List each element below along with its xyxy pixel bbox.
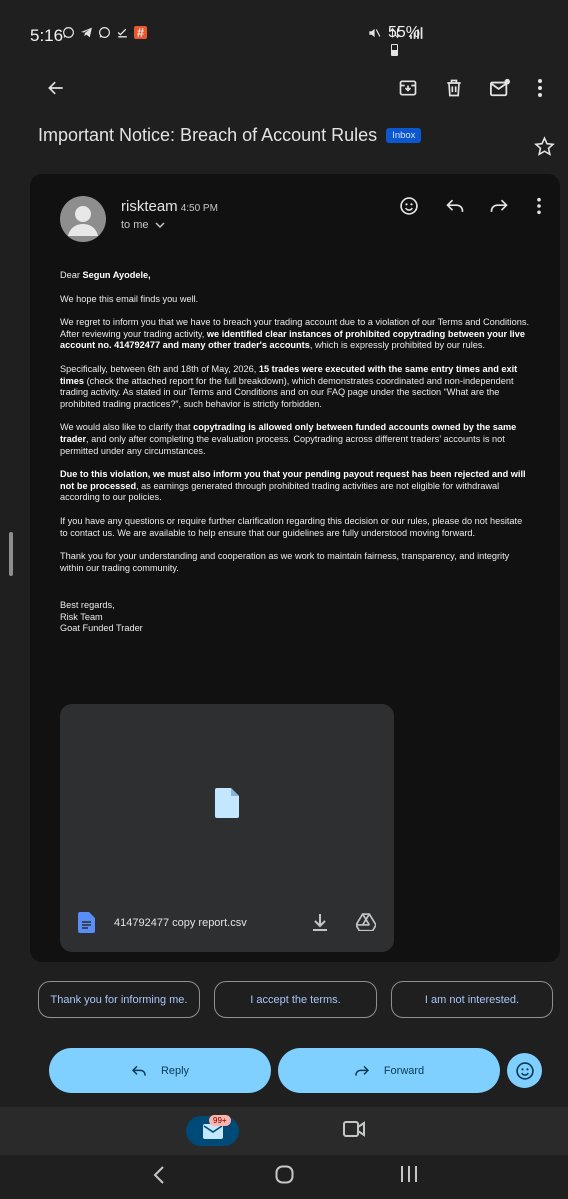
sender-avatar[interactable] (60, 196, 106, 242)
recents-icon (400, 1165, 418, 1183)
sender-line (121, 198, 218, 215)
message-more-button[interactable] (525, 192, 553, 220)
battery-level: 55% (388, 24, 421, 41)
mark-unread-button[interactable] (486, 74, 514, 102)
email-card (30, 174, 560, 962)
notification-icons (62, 26, 147, 39)
attachment-card[interactable] (60, 704, 394, 952)
app-notification-icon: # (134, 26, 147, 39)
whatsapp-icon (62, 26, 75, 39)
mute-icon (367, 26, 381, 40)
telegram-icon (80, 26, 93, 39)
reply-icon (445, 197, 465, 215)
reply-label: Reply (160, 1064, 190, 1077)
reply-icon (131, 1064, 147, 1078)
whatsapp-icon (98, 26, 111, 39)
signature: Best regards, Risk Team Goat Funded Trader (60, 600, 143, 634)
video-icon (343, 1121, 365, 1137)
smart-reply-1[interactable]: Thank you for informing me. (38, 981, 200, 1018)
doc-icon (78, 912, 95, 938)
bottom-navigation (0, 1107, 568, 1155)
status-bar (0, 0, 568, 66)
document-icon (78, 912, 95, 933)
download-button[interactable] (312, 913, 328, 936)
attachment-filename: 414792477 copy report.csv (114, 917, 247, 929)
paragraph-3: Specifically, between 6th and 18th of May, 2026, 15 trades were executed with the same entry times and exit times (check the attached report for the full breakdown), which demonstrates coordinated and non-independent trading activity. As stated in our Terms and Conditions and on our FAQ page under the section “What are the prohibited trading practices?”, such behavior is strictly forbidden. (60, 363, 518, 409)
attachment-footer (60, 896, 394, 952)
back-button[interactable] (42, 74, 70, 102)
recipient-toggle[interactable] (121, 219, 165, 231)
save-to-drive-button[interactable] (356, 913, 376, 936)
file-icon (215, 788, 239, 818)
emoji-icon (399, 196, 419, 216)
paragraph-7: Thank you for your understanding and cooperation as we work to maintain fairness, transparency, and integrity within our trading community. (60, 551, 510, 573)
email-body (60, 270, 532, 635)
recipient-name: Segun Ayodele, (82, 270, 151, 280)
reply-button[interactable] (49, 1048, 271, 1093)
smart-reply-2[interactable]: I accept the terms. (214, 981, 377, 1018)
system-home-button[interactable] (275, 1165, 294, 1189)
smart-reply-3[interactable]: I am not interested. (391, 981, 553, 1018)
inbox-label[interactable]: Inbox (386, 128, 421, 143)
star-icon (534, 136, 555, 157)
more-options-button[interactable] (526, 74, 554, 102)
download-icon (312, 913, 328, 931)
emoji-icon (515, 1061, 535, 1081)
greeting: Dear Segun Ayodele, (60, 270, 151, 280)
person-icon (60, 196, 106, 242)
arrow-left-icon (46, 78, 66, 98)
more-vert-icon (537, 78, 543, 98)
recipient-text: to me (121, 219, 149, 231)
star-button[interactable] (534, 136, 555, 162)
system-back-button[interactable] (152, 1165, 166, 1190)
file-preview-icon (215, 788, 239, 823)
scroll-handle[interactable] (9, 532, 13, 576)
email-toolbar (0, 66, 568, 110)
archive-button[interactable] (394, 74, 422, 102)
more-vert-icon (536, 197, 542, 215)
emoji-reaction-button[interactable] (507, 1053, 542, 1088)
reply-icon-button[interactable] (441, 192, 469, 220)
trash-icon (444, 78, 464, 98)
paragraph-1: We hope this email finds you well. (60, 293, 199, 304)
forward-icon (489, 197, 509, 215)
archive-icon (398, 78, 418, 98)
download-done-icon (116, 26, 129, 39)
delete-button[interactable] (440, 74, 468, 102)
forward-icon-button[interactable] (485, 192, 513, 220)
sender-name[interactable]: riskteam (121, 198, 178, 215)
system-navigation (0, 1155, 568, 1199)
status-time: 5:16 (30, 26, 64, 45)
mail-unread-icon (489, 78, 511, 98)
drive-icon (356, 913, 376, 931)
battery-icon (391, 44, 398, 56)
meet-tab[interactable] (343, 1121, 365, 1142)
email-subject (38, 125, 421, 146)
subject-text: Important Notice: Breach of Account Rules (38, 125, 378, 145)
forward-button[interactable] (278, 1048, 500, 1093)
chevron-down-icon (155, 222, 165, 229)
paragraph-2: We regret to inform you that we have to breach your trading account due to a violation of our Terms and Conditions. After reviewing your trading activity, we identified clear instances of prohibited copytrading between your live account no. 414792477 and many other trader's accounts, which is expressly prohibited by our rules. (60, 317, 529, 351)
battery-status (388, 24, 428, 60)
sent-time: 4:50 PM (180, 203, 218, 214)
paragraph-4: We would also like to clarify that copytrading is allowed only between funded accounts owned by the same trader, and only after completing the evaluation process. Copytrading across different traders’ accounts is not permitted under any circumstances. (60, 422, 517, 456)
home-icon (275, 1165, 294, 1184)
forward-icon (354, 1064, 370, 1078)
paragraph-5: Due to this violation, we must also inform you that your pending payout request has been rejected and will not be processed, as earnings generated through prohibited trading activities are not eligible for withdrawal according to our policies. (60, 469, 526, 503)
forward-label: Forward (383, 1064, 425, 1077)
system-recents-button[interactable] (400, 1165, 418, 1188)
emoji-react-button[interactable] (395, 192, 423, 220)
mail-count-badge: 99+ (209, 1115, 231, 1126)
paragraph-6: If you have any questions or require further clarification regarding this decision or our rules, please do not hesitate to contact us. We are available to help ensure that our guidelines are fully understood moving forward. (60, 515, 523, 538)
chevron-left-icon (152, 1165, 166, 1185)
